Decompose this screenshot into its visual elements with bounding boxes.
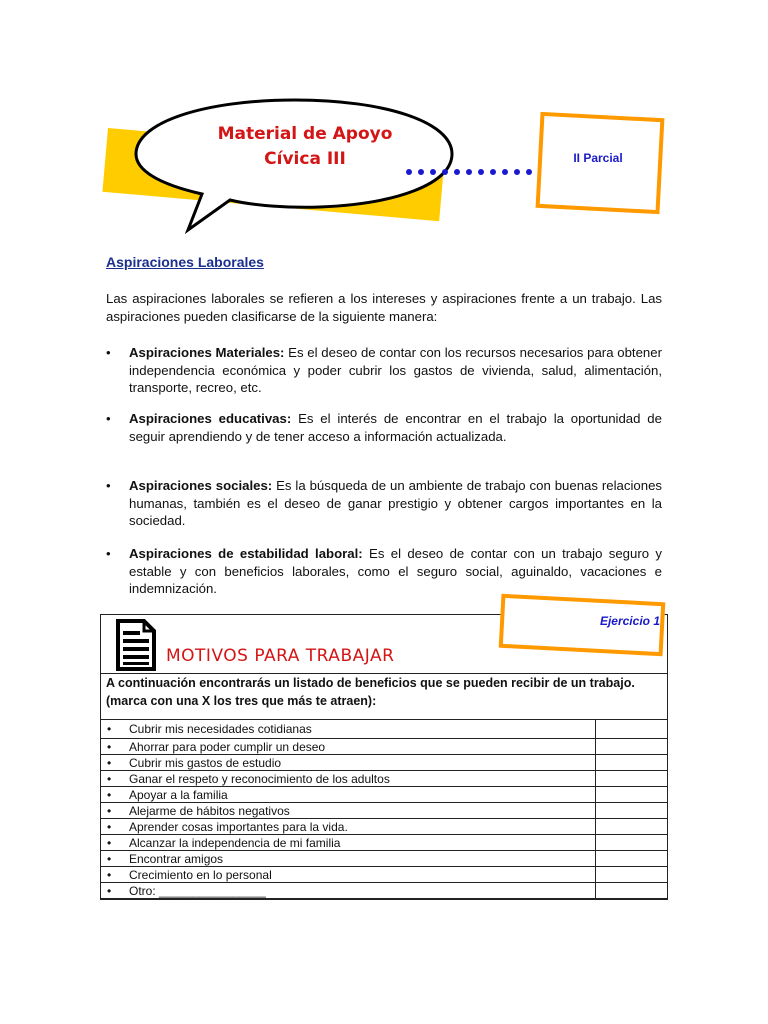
bullet-icon: • xyxy=(107,739,112,754)
aspiration-term: Aspiraciones de estabilidad laboral: xyxy=(129,546,363,561)
aspiration-item xyxy=(106,410,662,445)
bullet-icon: • xyxy=(107,819,112,834)
table-row xyxy=(101,720,668,739)
benefit-label-cell xyxy=(101,883,596,899)
table-row xyxy=(101,771,668,787)
bullet-icon: • xyxy=(107,835,112,850)
benefit-text: Crecimiento en lo personal xyxy=(129,867,272,882)
benefit-mark-cell[interactable] xyxy=(596,755,668,771)
benefit-text: Apoyar a la familia xyxy=(129,787,228,802)
bullet-icon: • xyxy=(106,478,111,493)
parcial-label: II Parcial xyxy=(573,151,623,165)
bullet-icon: • xyxy=(106,546,111,561)
benefit-mark-cell[interactable] xyxy=(596,771,668,787)
document-subtitle: Cívica III xyxy=(264,149,346,169)
bullet-icon: • xyxy=(107,883,112,898)
benefit-mark-cell[interactable] xyxy=(596,835,668,851)
table-row xyxy=(101,883,668,899)
bullet-icon: • xyxy=(107,851,112,866)
dotted-connector xyxy=(406,169,540,179)
benefit-label-cell xyxy=(101,720,596,739)
table-row xyxy=(101,739,668,755)
benefit-label-cell xyxy=(101,819,596,835)
exercise-instructions: A continuación encontrarás un listado de beneficios que se pueden recibir de un trabajo. (marca con una X los tres que más te atraen): xyxy=(106,676,635,708)
benefit-mark-cell[interactable] xyxy=(596,803,668,819)
aspiration-item xyxy=(106,545,662,598)
bullet-icon: • xyxy=(106,411,111,426)
table-row xyxy=(101,803,668,819)
table-row xyxy=(101,867,668,883)
benefit-text: Aprender cosas importantes para la vida. xyxy=(129,819,348,834)
benefits-table xyxy=(100,719,668,899)
aspiration-term: Aspiraciones sociales: xyxy=(129,478,273,493)
aspiration-text: Es la búsqueda de un ambiente de trabajo con buenas relaciones humanas, también es el deseo de ganar prestigio y obtener cargos importantes en la sociedad. xyxy=(129,478,663,528)
benefit-mark-cell[interactable] xyxy=(596,819,668,835)
benefit-mark-cell[interactable] xyxy=(596,867,668,883)
benefit-label-cell xyxy=(101,851,596,867)
benefit-mark-cell[interactable] xyxy=(596,720,668,739)
benefit-text: Encontrar amigos xyxy=(129,851,224,866)
section-heading: Aspiraciones Laborales xyxy=(106,254,264,270)
benefit-label-cell xyxy=(101,787,596,803)
benefit-text: Alcanzar la independencia de mi familia xyxy=(129,835,341,850)
benefit-label-cell xyxy=(101,803,596,819)
bullet-icon: • xyxy=(107,787,112,802)
benefit-label-cell xyxy=(101,755,596,771)
benefit-text: Otro: ________________ xyxy=(129,883,266,898)
table-row xyxy=(101,755,668,771)
aspiration-term: Aspiraciones educativas: xyxy=(129,411,292,426)
aspiration-term: Aspiraciones Materiales: xyxy=(129,345,285,360)
benefit-text: Ahorrar para poder cumplir un deseo xyxy=(129,739,326,754)
table-row xyxy=(101,819,668,835)
aspiration-text: Es el interés de encontrar en el trabajo la oportunidad de seguir aprendiendo y de tener acceso a información actualizada. xyxy=(129,411,662,444)
bullet-icon: • xyxy=(107,867,112,882)
aspiration-text: Es el deseo de contar con un trabajo seguro y estable y con beneficios laborales, como el seguro social, aguinaldo, vacaciones e indemnización. xyxy=(129,546,662,596)
benefit-mark-cell[interactable] xyxy=(596,787,668,803)
document-title: Material de Apoyo xyxy=(217,124,393,144)
bullet-icon: • xyxy=(107,771,112,786)
exercise-label: Ejercicio 1 xyxy=(599,614,660,628)
bullet-icon: • xyxy=(106,345,111,360)
document-icon xyxy=(116,619,156,671)
table-row xyxy=(101,787,668,803)
bullet-icon: • xyxy=(107,722,112,736)
benefit-mark-cell[interactable] xyxy=(596,851,668,867)
benefit-label-cell xyxy=(101,771,596,787)
aspiration-item xyxy=(106,344,662,397)
aspiration-item xyxy=(106,477,662,530)
exercise-title: MOTIVOS PARA TRABAJAR xyxy=(166,646,395,666)
benefit-mark-cell[interactable] xyxy=(596,883,668,899)
table-row xyxy=(101,851,668,867)
benefit-label-cell xyxy=(101,835,596,851)
benefit-label-cell xyxy=(101,867,596,883)
bullet-icon: • xyxy=(107,755,112,770)
table-row xyxy=(101,835,668,851)
benefit-text: Cubrir mis gastos de estudio xyxy=(129,755,282,770)
benefit-text: Ganar el respeto y reconocimiento de los adultos xyxy=(129,771,390,786)
aspiration-text: Es el deseo de contar con los recursos necesarios para obtener independencia económica y poder cubrir los gastos de vivienda, salud, alimentación, transporte, recreo, etc. xyxy=(129,345,662,395)
intro-paragraph: Las aspiraciones laborales se refieren a los intereses y aspiraciones frente a un trabajo. Las aspiraciones pueden clasificarse de la siguiente manera: xyxy=(106,291,662,324)
benefit-mark-cell[interactable] xyxy=(596,739,668,755)
benefit-text: Alejarme de hábitos negativos xyxy=(129,803,290,818)
benefit-label-cell xyxy=(101,739,596,755)
benefit-text: Cubrir mis necesidades cotidianas xyxy=(129,722,312,736)
bullet-icon: • xyxy=(107,803,112,818)
